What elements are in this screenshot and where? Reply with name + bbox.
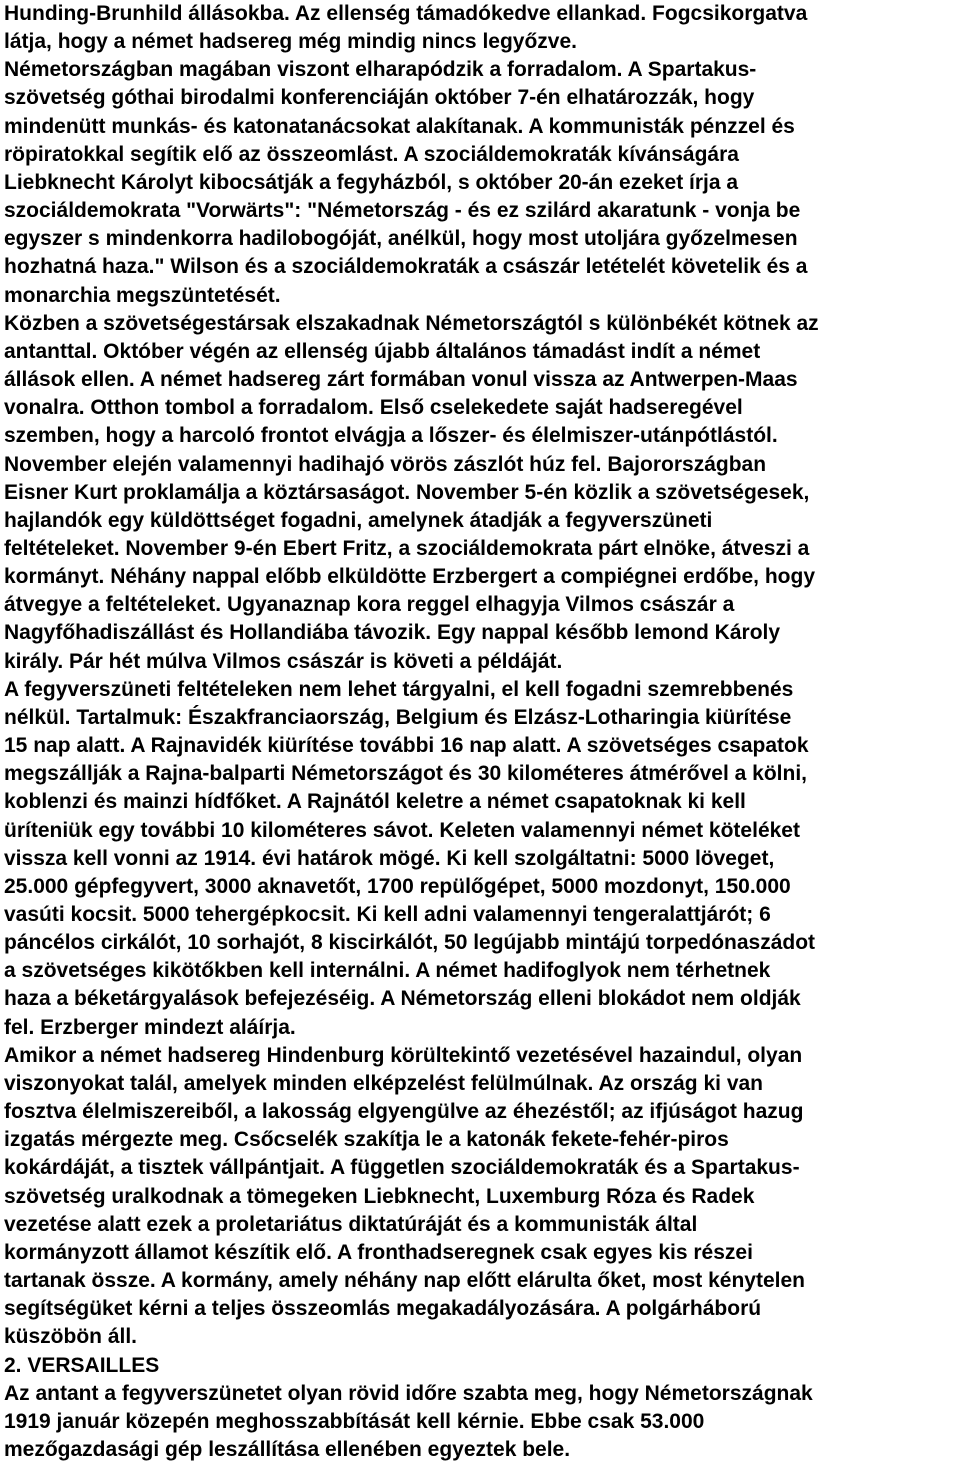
text-line: egyszer s mindenkorra hadilobogóját, anélkül, hogy most utoljára győzelmesen	[4, 227, 798, 251]
text-line: Eisner Kurt proklamálja a köztársaságot. November 5-én közlik a szövetségesek,	[4, 480, 810, 504]
text-line: király. Pár hét múlva Vilmos császár is követi a példáját.	[4, 649, 563, 673]
text-line: A fegyverszüneti feltételeken nem lehet tárgyalni, el kell fogadni szemrebbenés	[4, 677, 794, 701]
paragraph-4	[4, 1042, 958, 1352]
text-line: fel. Erzberger mindezt aláírja.	[4, 1015, 296, 1039]
text-line: Közben a szövetségestársak elszakadnak Németországtól s különbékét kötnek az	[4, 311, 819, 335]
text-line: Amikor a német hadsereg Hindenburg körültekintő vezetésével hazaindul, olyan	[4, 1043, 803, 1067]
text-line: monarchia megszüntetését.	[4, 283, 281, 307]
text-line: Németországban magában viszont elharapódzik a forradalom. A Spartakus-	[4, 58, 757, 82]
text-line: páncélos cirkálót, 10 sorhajót, 8 kiscirkálót, 50 legújabb mintájú torpedónaszádot	[4, 931, 816, 955]
text-line: hozhatná haza." Wilson és a szociáldemokraták a császár letételét követelik és a	[4, 255, 808, 279]
text-line: kormányt. Néhány nappal előbb elküldötte Erzbergert a compiégnei erdőbe, hogy	[4, 565, 815, 589]
text-line: a szövetséges kikötőkben kell internálni. A német hadifoglyok nem térhetnek	[4, 959, 771, 983]
text-line: Liebknecht Károlyt kibocsátják a fegyházból, s október 20-án ezeket írja a	[4, 170, 739, 194]
text-line: 25.000 gépfegyvert, 3000 aknavetőt, 1700 repülőgépet, 5000 mozdonyt, 150.000	[4, 874, 791, 898]
text-line: segítségüket kérni a teljes összeomlás megakadályozására. A polgárháború	[4, 1297, 762, 1321]
text-line: kokárdáját, a tisztek vállpántjait. A független szociáldemokraták és a Spartakus-	[4, 1156, 800, 1180]
text-line: szövetség uralkodnak a tömegeken Liebknecht, Luxemburg Róza és Radek	[4, 1184, 755, 1208]
text-line: üríteniük egy további 10 kilométeres sávot. Keleten valamennyi német köteléket	[4, 818, 800, 842]
text-line: mindenütt munkás- és katonatanácsokat alakítanak. A kommunisták pénzzel és	[4, 114, 795, 138]
text-line: 15 nap alatt. A Rajnavidék kiürítése további 16 nap alatt. A szövetséges csapatok	[4, 734, 809, 758]
text-line: hajlandók egy küldöttséget fogadni, amelynek átadják a fegyverszüneti	[4, 508, 713, 532]
text-line: fosztva élelmiszereiből, a lakosság elgyengülve az éhezéstől; az ifjúságot hazug	[4, 1100, 804, 1124]
text-line: 1919 január közepén meghosszabbítását kell kérnie. Ebbe csak 53.000	[4, 1409, 705, 1433]
paragraph-3	[4, 676, 958, 1042]
text-line: vasúti kocsit. 5000 tehergépkocsit. Ki kell adni valamennyi tengeralattjárót; 6	[4, 903, 771, 926]
text-line: Hunding-Brunhild állásokba. Az ellenség támadókedve ellankad. Fogcsikorgatva	[4, 2, 808, 25]
text-line: szövetség góthai birodalmi konferenciáján október 7-én elhatározzák, hogy	[4, 86, 755, 110]
text-line: Az antant a fegyverszünetet olyan rövid időre szabta meg, hogy Németországnak	[4, 1381, 813, 1405]
text-line: antanttal. Október végén az ellenség újabb általános támadást indít a német	[4, 339, 761, 363]
text-line: izgatás mérgezte meg. Csőcselék szakítja le a katonák fekete-fehér-piros	[4, 1128, 729, 1152]
section-heading: 2. VERSAILLES	[4, 1353, 160, 1377]
text-line: átvegye a feltételeket. Ugyanaznap kora reggel elhagyja Vilmos császár a	[4, 593, 735, 617]
text-line: haza a béketárgyalások befejezéséig. A Németország elleni blokádot nem oldják	[4, 987, 801, 1011]
paragraph-1	[4, 0, 958, 310]
text-line: szemben, hogy a harcoló frontot elvágja a lőszer- és élelmiszer-utánpótlástól.	[4, 424, 778, 448]
text-line: kormányzott államot készítik elő. A fronthadseregnek csak egyes kis részei	[4, 1240, 753, 1264]
text-line: megszállják a Rajna-balparti Németországot és 30 kilométeres átmérővel a kölni,	[4, 762, 807, 786]
text-line: látja, hogy a német hadsereg még mindig nincs legyőzve.	[4, 30, 577, 54]
text-line: vonalra. Otthon tombol a forradalom. Első cselekedete saját hadseregével	[4, 396, 743, 420]
text-line: nélkül. Tartalmuk: Északfranciaország, Belgium és Elzász-Lotharingia kiürítése	[4, 705, 792, 729]
text-line: feltételeket. November 9-én Ebert Fritz, a szociáldemokrata párt elnöke, átveszi a	[4, 536, 810, 560]
text-line: szociáldemokrata "Vorwärts": "Németország - és ez szilárd akaratunk - vonja be	[4, 199, 801, 223]
paragraph-2	[4, 310, 958, 676]
text-line: állások ellen. A német hadsereg zárt formában vonul vissza az Antwerpen-Maas	[4, 368, 798, 392]
text-line: Nagyfőhadiszállást és Hollandiába távozik. Egy nappal később lemond Károly	[4, 621, 781, 645]
text-line: koblenzi és mainzi hídfőket. A Rajnától keletre a német csapatoknak ki kell	[4, 790, 746, 814]
text-line: mezőgazdasági gép leszállítása ellenében egyeztek bele.	[4, 1437, 571, 1461]
text-line: vissza kell vonni az 1914. évi határok mögé. Ki kell szolgáltatni: 5000 löveget,	[4, 846, 775, 870]
text-line: vezetése alatt ezek a proletariátus diktatúráját és a kommunisták által	[4, 1212, 698, 1236]
text-line: tartanak össze. A kormány, amely néhány nap előtt elárulta őket, most kénytelen	[4, 1269, 805, 1293]
text-line: röpiratokkal segítik elő az összeomlást. A szociáldemokraták kívánságára	[4, 142, 739, 166]
paragraph-5	[4, 1380, 958, 1464]
text-line: küszöbön áll.	[4, 1325, 138, 1349]
text-line: viszonyokat talál, amelyek minden elképzelést felülmúlnak. Az ország ki van	[4, 1071, 764, 1095]
text-line: November elején valamennyi hadihajó vörös zászlót húz fel. Bajorországban	[4, 452, 767, 476]
